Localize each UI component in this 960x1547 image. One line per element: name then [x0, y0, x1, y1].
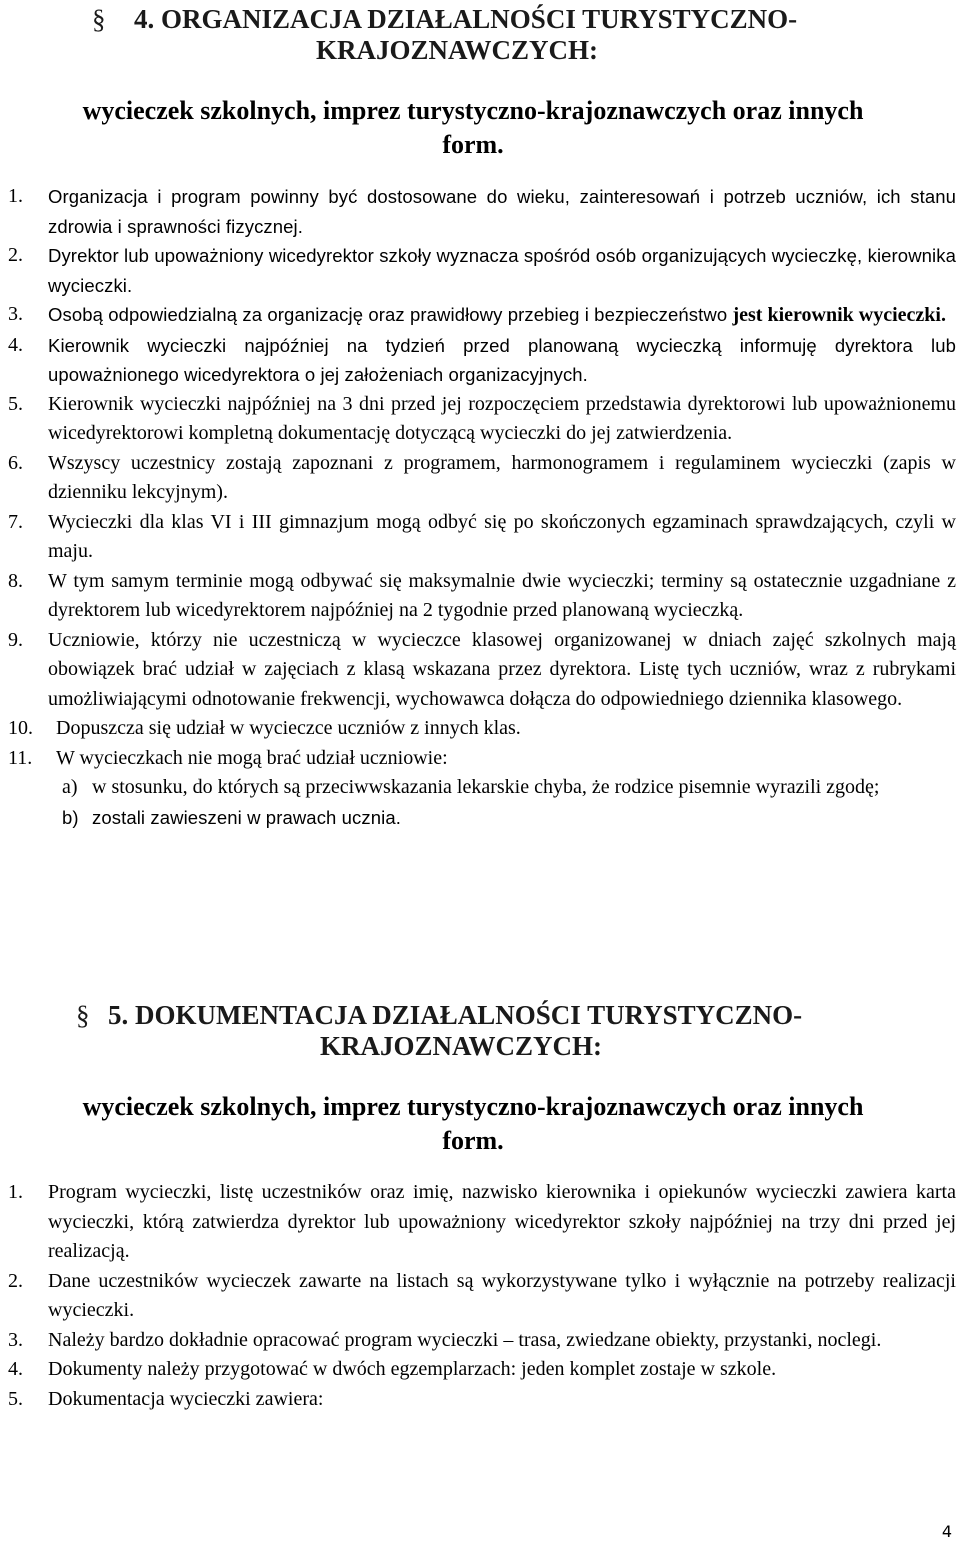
bold-emphasis: jest kierownik wycieczki.: [732, 304, 946, 326]
list-item: 8. W tym samym terminie mogą odbywać się maksymalnie dwie wycieczki; terminy są ostatecznie uzgadniane z dyrektorem lub wicedyrektorem najpóźniej na 2 tygodnie przed planowaną wycieczką.: [8, 569, 956, 621]
list-item: 9. Uczniowie, którzy nie uczestniczą w wycieczce klasowej organizowanej w dniach zajęć szkolnych mają obowiązek brać udział w zajęciach z klasą wskazana przez dyrektora. Listę tych uczniów, wraz z rubrykami umożliwiającymi odnotowanie frekwencji, wychowawca dołącza do odpowiedniego dziennika klasowego.: [8, 628, 956, 710]
section-5-subheading: [0, 1090, 946, 1158]
paragraph-sign: §: [76, 1000, 90, 1030]
section-4-heading-line1: 4. ORGANIZACJA DZIAŁALNOŚCI TURYSTYCZNO-: [134, 4, 798, 34]
list-item: 5. Kierownik wycieczki najpóźniej na 3 dni przed jej rozpoczęciem przedstawia dyrektorowi lub upoważnionemu wicedyrektorowi kompletną dokumentację dotyczącą wycieczki do jej zatwierdzenia.: [8, 392, 956, 444]
section-4-heading: [92, 4, 832, 66]
list-item: 2. Dyrektor lub upoważniony wicedyrektor szkoły wyznacza spośród osób organizujących wycieczkę, kierownika wycieczki.: [8, 244, 956, 296]
list-item: 6. Wszyscy uczestnicy zostają zapoznani z programem, harmonogramem i regulaminem wycieczki (zapis w dzienniku lekcyjnym).: [8, 451, 956, 503]
page-number: 4: [941, 1522, 952, 1541]
section-4-list: [0, 182, 960, 832]
sub-list-item: b) zostali zawieszeni w prawach ucznia.: [62, 806, 401, 828]
paragraph-sign: §: [92, 4, 106, 34]
list-item: 7. Wycieczki dla klas VI i III gimnazjum mogą odbyć się po skończonych egzaminach sprawdzających, czyli w maju.: [8, 510, 956, 562]
section-5-heading-line2: KRAJOZNAWCZYCH:: [319, 1031, 602, 1061]
list-item: 1. Program wycieczki, listę uczestników oraz imię, nazwisko kierownika i opiekunów wycieczki zawiera karta wycieczki, którą zatwierdza dyrektor lub upoważniony wicedyrektor szkoły najpóźniej na trzy dni przed jej realizacją.: [8, 1181, 956, 1262]
list-item: 3. Należy bardzo dokładnie opracować program wycieczki – trasa, zwiedzane obiekty, przystanki, noclegi.: [8, 1328, 882, 1351]
list-item: 11. W wycieczkach nie mogą brać udział uczniowie:: [8, 746, 448, 769]
list-item: 5. Dokumentacja wycieczki zawiera:: [8, 1387, 324, 1410]
section-4-subheading-line1: wycieczek szkolnych, imprez turystyczno-krajoznawczych oraz innych: [82, 96, 864, 125]
list-item: 4. Kierownik wycieczki najpóźniej na tydzień przed planowaną wycieczką informuję dyrektora lub upoważnionego wicedyrektora o jej założeniach organizacyjnych.: [8, 333, 956, 385]
section-5-subheading-line1: wycieczek szkolnych, imprez turystyczno-krajoznawczych oraz innych: [82, 1092, 864, 1121]
list-item: 3. Osobą odpowiedzialną za organizację oraz prawidłowy przebieg i bezpieczeństwo jest kierownik wycieczki.: [8, 303, 946, 326]
section-5-heading-line1: 5. DOKUMENTACJA DZIAŁALNOŚCI TURYSTYCZNO-: [108, 1000, 803, 1030]
sub-list-item: a) w stosunku, do których są przeciwwskazania lekarskie chyba, że rodzice pisemnie wyrazili zgodę;: [62, 776, 880, 798]
list-item: 4. Dokumenty należy przygotować w dwóch egzemplarzach: jeden komplet zostaje w szkole.: [8, 1358, 777, 1380]
section-4-subheading-line2: form.: [442, 130, 504, 159]
section-4-subheading: [0, 94, 946, 162]
section-4-heading-line2: KRAJOZNAWCZYCH:: [315, 35, 598, 65]
list-item: 1. Organizacja i program powinny być dostosowane do wieku, zainteresowań i potrzeb uczniów, ich stanu zdrowia i sprawności fizycznej.: [8, 185, 956, 237]
section-5-list: [0, 1178, 960, 1414]
section-5-subheading-line2: form.: [442, 1126, 504, 1155]
list-item: 2. Dane uczestników wycieczek zawarte na listach są wykorzystywane tylko i wyłącznie na potrzeby realizacji wycieczki.: [8, 1269, 956, 1321]
section-5-heading: [76, 1000, 876, 1062]
list-item: 10. Dopuszcza się udział w wycieczce uczniów z innych klas.: [8, 717, 521, 739]
